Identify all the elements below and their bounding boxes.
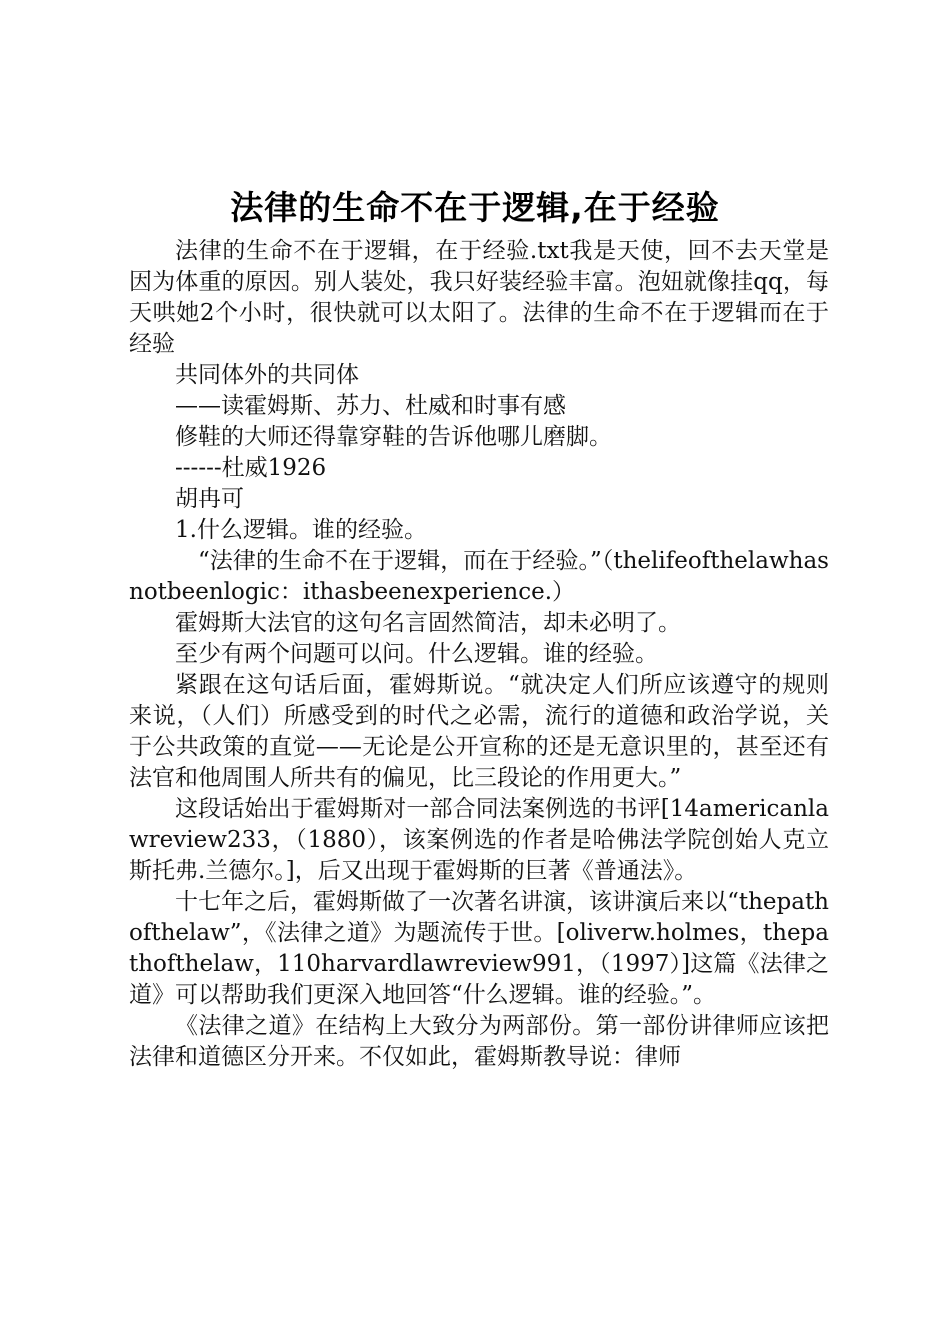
paragraph: “法律的生命不在于逻辑，而在于经验。”（thelifeofthelawhasnotbeenlogic：ithasbeenexperience.） [129, 548, 829, 605]
paragraph: 共同体外的共同体 [175, 362, 359, 388]
paragraph: ------杜威1926 [175, 455, 327, 481]
paragraph: 《法律之道》在结构上大致分为两部份。第一部份讲律师应该把法律和道德区分开来。不仅如此，霍姆斯教导说：律师 [129, 1013, 829, 1070]
paragraph: 十七年之后，霍姆斯做了一次著名讲演，该讲演后来以“thepathofthelaw”，《法律之道》为题流传于世。[oliverw.holmes，thepathofthelaw，110harvardlawreview991，（1997）]这篇《法律之道》可以帮助我们更深入地回答“什么逻辑。谁的经验。”。 [129, 889, 829, 1008]
paragraph: 这段话始出于霍姆斯对一部合同法案例选的书评[14americanlawreview233，（1880），该案例选的作者是哈佛法学院创始人克立斯托弗.兰德尔。]，后又出现于霍姆斯的巨著《普通法》。 [129, 796, 829, 884]
paragraph: 修鞋的大师还得靠穿鞋的告诉他哪儿磨脚。 [175, 424, 612, 450]
paragraph: 紧跟在这句话后面，霍姆斯说。“就决定人们所应该遵守的规则来说，（人们）所感受到的时代之必需，流行的道德和政治学说，关于公共政策的直觉——无论是公开宣称的还是无意识里的，甚至还有法官和他周围人所共有的偏见，比三段论的作用更大。” [129, 672, 829, 791]
paragraph: 1.什么逻辑。谁的经验。 [175, 517, 427, 543]
paragraph: 至少有两个问题可以问。什么逻辑。谁的经验。 [175, 641, 658, 667]
paragraph: 霍姆斯大法官的这句名言固然简洁，却未必明了。 [175, 610, 681, 636]
paragraph: 胡冉可 [175, 486, 244, 512]
paragraph: ——读霍姆斯、苏力、杜威和时事有感 [175, 393, 566, 419]
document-title: 法律的生命不在于逻辑,在于经验 [230, 188, 720, 227]
document-body [129, 236, 829, 1073]
paragraph: 法律的生命不在于逻辑，在于经验.txt我是天使，回不去天堂是因为体重的原因。别人装处，我只好装经验丰富。泡妞就像挂qq，每天哄她2个小时，很快就可以太阳了。法律的生命不在于逻辑而在于经验 [129, 238, 829, 357]
